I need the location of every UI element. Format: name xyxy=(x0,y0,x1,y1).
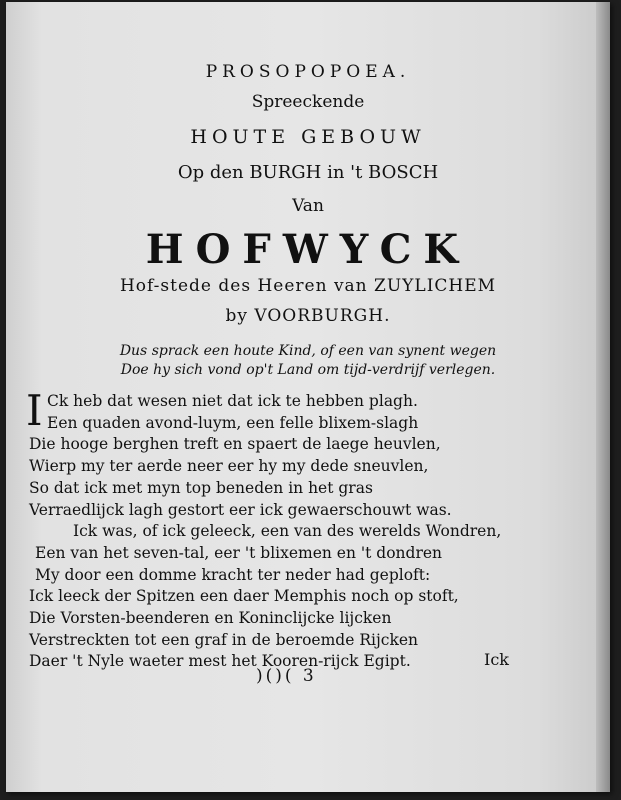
title-prosopopoea: PROSOPOPOEA. xyxy=(205,62,411,82)
poem-line: Ick leeck der Spitzen een daer Memphis noch op stoft, xyxy=(29,587,459,606)
motto-line-2: Doe hy sich vond op't Land om tijd-verdrijf verlegen. xyxy=(120,362,496,378)
title-houte-gebouw: HOUTE GEBOUW xyxy=(190,126,426,148)
poem-line: Daer 't Nyle waeter mest het Kooren-rijck Egipt. xyxy=(29,652,411,671)
poem-line: Verraedlijck lagh gestort eer ick gewaerschouwt was. xyxy=(29,500,452,519)
poem-line: Verstreckten tot een graf in de beroemde Rijcken xyxy=(29,630,418,649)
poem-line: Een van het seven-tal, eer 't blixemen en 't dondren xyxy=(35,543,443,562)
title-op-den-burgh: Op den BURGH in 't BOSCH xyxy=(177,162,439,183)
poem-line: Ick was, of ick geleeck, een van des werelds Wondren, xyxy=(73,522,502,541)
book-page xyxy=(6,2,610,792)
poem-line: Een quaden avond-luym, een felle blixem-slagh xyxy=(47,413,419,432)
page-edge xyxy=(596,2,610,792)
poem-line: So dat ick met myn top beneden in het gras xyxy=(29,478,373,497)
poem-line: My door een domme kracht ter neder had geploft: xyxy=(35,565,431,584)
title-voorburgh: by VOORBURGH. xyxy=(225,306,391,326)
signature-mark: )()( 3 xyxy=(256,666,317,686)
poem-line: Ck heb dat wesen niet dat ick te hebben plagh. xyxy=(47,392,418,410)
title-hof-stede: Hof-stede des Heeren van ZUYLICHEM xyxy=(119,276,497,296)
title-hofwyck: HOFWYCK xyxy=(145,226,471,273)
title-spreeckende: Spreeckende xyxy=(251,92,365,112)
poem-line: Wierp my ter aerde neer eer hy my dede sneuvlen, xyxy=(29,457,429,476)
drop-cap: I xyxy=(26,386,43,435)
poem-line: Die Vorsten-beenderen en Koninclijcke lijcken xyxy=(29,609,392,628)
title-van: Van xyxy=(292,196,324,216)
poem-text xyxy=(26,386,589,673)
catchword: Ick xyxy=(484,650,509,669)
motto-line-1: Dus sprack een houte Kind, of een van synent wegen xyxy=(119,343,497,359)
poem-line: Die hooge berghen treft en spaert de laege heuvlen, xyxy=(29,435,441,454)
